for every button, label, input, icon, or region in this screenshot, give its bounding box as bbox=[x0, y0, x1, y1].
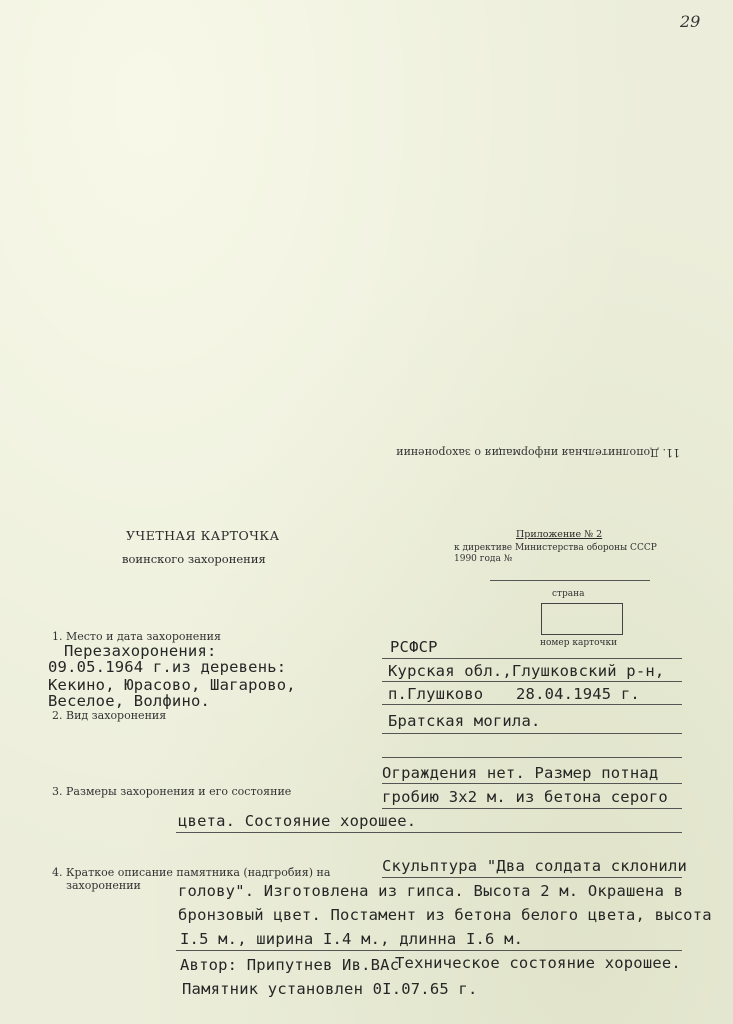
rule bbox=[382, 704, 682, 705]
card-number-box bbox=[541, 603, 623, 635]
burial-date: 28.04.1945 г. bbox=[516, 685, 640, 703]
field-2-label: 2. Вид захоронения bbox=[52, 709, 167, 722]
field-1-label: 1. Место и дата захоронения bbox=[52, 630, 221, 643]
reburial-line-2: 09.05.1964 г.из деревень: bbox=[48, 658, 287, 676]
rule bbox=[382, 658, 682, 659]
reburial-line-4: Веселое, Волфино. bbox=[48, 692, 211, 710]
page-number: 29 bbox=[680, 12, 701, 31]
monument-line-1: Скульптура "Два солдата склонили bbox=[382, 857, 688, 875]
card-number-label: номер карточки bbox=[540, 638, 618, 648]
card-subtitle: воинского захоронения bbox=[122, 552, 266, 566]
rule bbox=[382, 733, 682, 734]
rule bbox=[382, 877, 682, 878]
size-line-2: гробию 3х2 м. из бетона серого bbox=[382, 788, 668, 806]
field-3-label: 3. Размеры захоронения и его состояние bbox=[52, 785, 292, 798]
rule bbox=[176, 950, 682, 951]
rule bbox=[176, 832, 682, 833]
monument-installed: Памятник установлен 0I.07.65 г. bbox=[182, 980, 478, 998]
country-label: страна bbox=[552, 589, 585, 599]
reburial-line-1: Перезахоронения: bbox=[64, 642, 217, 660]
country-value: РСФСР bbox=[390, 638, 438, 656]
monument-author: Автор: Припутнев Ив.ВАс bbox=[180, 956, 400, 974]
rule bbox=[382, 681, 682, 682]
country-line bbox=[490, 580, 650, 581]
size-line-1: Ограждения нет. Размер потнад bbox=[382, 764, 659, 782]
reburial-line-3: Кекино, Юрасово, Шагарово, bbox=[48, 676, 296, 694]
appendix-title: Приложение № 2 bbox=[516, 529, 603, 540]
burial-type-value: Братская могила. bbox=[388, 712, 541, 730]
field-4-label-line-2: захоронении bbox=[66, 879, 141, 892]
field-4-label-line-1: 4. Краткое описание памятника (надгробия) на bbox=[52, 866, 331, 879]
upside-down-heading: 11. Дополнительная информация о захоронении bbox=[396, 446, 680, 459]
monument-line-2: голову". Изготовлена из гипса. Высота 2 м. Окрашена в bbox=[178, 882, 684, 900]
appendix-directive: к директиве Министерства обороны СССР bbox=[454, 543, 657, 553]
place-line-2: п.Глушково bbox=[388, 685, 484, 703]
rule bbox=[382, 783, 682, 784]
rule bbox=[382, 808, 682, 809]
card-title: УЧЕТНАЯ КАРТОЧКА bbox=[126, 528, 280, 543]
place-line-1: Курская обл.,Глушковский р-н, bbox=[388, 662, 665, 680]
monument-line-4: I.5 м., ширина I.4 м., длинна I.6 м. bbox=[180, 930, 524, 948]
monument-line-3: бронзовый цвет. Постамент из бетона белого цвета, высота bbox=[178, 906, 712, 924]
size-line-3: цвета. Состояние хорошее. bbox=[178, 812, 417, 830]
monument-condition: Техническое состояние хорошее. bbox=[395, 954, 681, 972]
rule bbox=[382, 757, 682, 758]
appendix-year: 1990 года № bbox=[454, 554, 513, 564]
